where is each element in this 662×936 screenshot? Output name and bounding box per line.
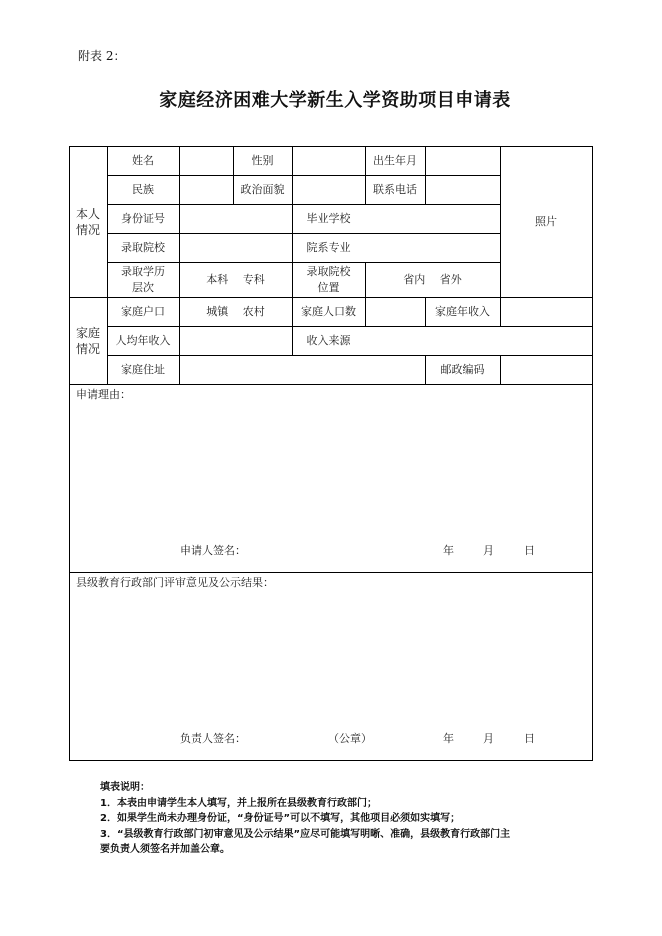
reviewer-signature-label: 负责人签名： — [180, 732, 246, 745]
political-status-input[interactable] — [292, 175, 365, 204]
gender-input[interactable] — [292, 146, 365, 175]
id-number-label: 身份证号 — [121, 211, 165, 225]
applicant-date-year: 年 — [443, 544, 454, 557]
university-location-label-line1: 录取院校 — [306, 264, 351, 278]
graduated-school-input[interactable] — [365, 204, 500, 233]
instructions-title: 填表说明： — [100, 782, 150, 793]
family-annual-income-input[interactable] — [500, 297, 592, 326]
per-capita-income-input[interactable] — [179, 326, 292, 355]
degree-level-label-line1: 录取学历 — [121, 264, 165, 278]
instruction-item: 要负责人须签名并加盖公章。 — [100, 844, 230, 855]
household-registration-label: 家庭户口 — [121, 304, 165, 318]
name-input[interactable] — [179, 146, 233, 175]
applicant-date-day: 日 — [524, 544, 535, 557]
university-location-label-line2: 位置 — [317, 280, 340, 294]
instruction-item: 1．本表由申请学生本人填写，并上报所在县级教育行政部门； — [100, 797, 377, 809]
family-section-label — [69, 297, 107, 384]
postal-code-input[interactable] — [500, 355, 592, 384]
family-size-label: 家庭人口数 — [301, 304, 356, 318]
income-source-input[interactable] — [365, 326, 592, 355]
university-location-label — [292, 262, 365, 297]
gender-label: 性别 — [251, 153, 274, 167]
applicant-signature-label: 申请人签名： — [180, 544, 246, 557]
home-address-label: 家庭住址 — [121, 362, 165, 376]
income-source-label: 收入来源 — [306, 333, 351, 347]
personal-section-label-text: 本人情况 — [75, 206, 100, 237]
per-capita-income-label: 人均年收入 — [115, 333, 171, 347]
phone-input[interactable] — [425, 175, 500, 204]
family-size-input[interactable] — [365, 297, 425, 326]
degree-level-options[interactable]: 本科 专科 — [206, 272, 265, 286]
university-location-options[interactable]: 省内 省外 — [403, 272, 462, 286]
ethnicity-input[interactable] — [179, 175, 233, 204]
review-date-month: 月 — [483, 732, 494, 745]
degree-level-label-line2: 层次 — [132, 280, 154, 294]
personal-section-label — [69, 146, 107, 297]
home-address-input[interactable] — [179, 355, 425, 384]
degree-level-label — [107, 262, 179, 297]
application-form — [69, 146, 593, 761]
official-seal-label: （公章） — [328, 732, 372, 745]
department-major-label: 院系专业 — [306, 240, 351, 254]
review-textarea[interactable] — [70, 592, 591, 722]
phone-label: 联系电话 — [373, 182, 417, 196]
admitted-university-label: 录取院校 — [121, 240, 165, 254]
graduated-school-label: 毕业学校 — [306, 211, 351, 225]
birth-date-input[interactable] — [425, 146, 500, 175]
political-status-label: 政治面貌 — [240, 182, 285, 196]
review-date-year: 年 — [443, 732, 454, 745]
postal-code-label: 邮政编码 — [440, 362, 485, 376]
photo-label: 照片 — [535, 214, 557, 228]
department-major-input[interactable] — [365, 233, 500, 262]
name-label: 姓名 — [132, 153, 154, 167]
admitted-university-input[interactable] — [179, 233, 292, 262]
family-annual-income-label: 家庭年收入 — [435, 304, 490, 318]
review-date-day: 日 — [524, 732, 535, 745]
reason-label: 申请理由： — [76, 388, 131, 401]
family-section-label-text: 家庭情况 — [75, 325, 100, 356]
photo-box[interactable] — [500, 146, 592, 297]
birth-date-label: 出生年月 — [373, 153, 417, 167]
reason-textarea[interactable] — [70, 404, 591, 534]
annex-label: 附表 2： — [78, 49, 126, 63]
review-label: 县级教育行政部门评审意见及公示结果： — [76, 576, 274, 589]
instruction-item: 3．“县级教育行政部门初审意见及公示结果”应尽可能填写明晰、准确，县级教育行政部门主 — [100, 828, 511, 840]
instructions — [100, 780, 580, 858]
page-title: 家庭经济困难大学新生入学资助项目申请表 — [159, 90, 511, 111]
applicant-date-month: 月 — [483, 544, 494, 557]
instruction-item: 2．如果学生尚未办理身份证，“身份证号”可以不填写，其他项目必须如实填写； — [100, 813, 461, 824]
id-number-input[interactable] — [179, 204, 292, 233]
household-registration-options[interactable]: 城镇 农村 — [206, 304, 265, 318]
ethnicity-label: 民族 — [132, 182, 154, 196]
